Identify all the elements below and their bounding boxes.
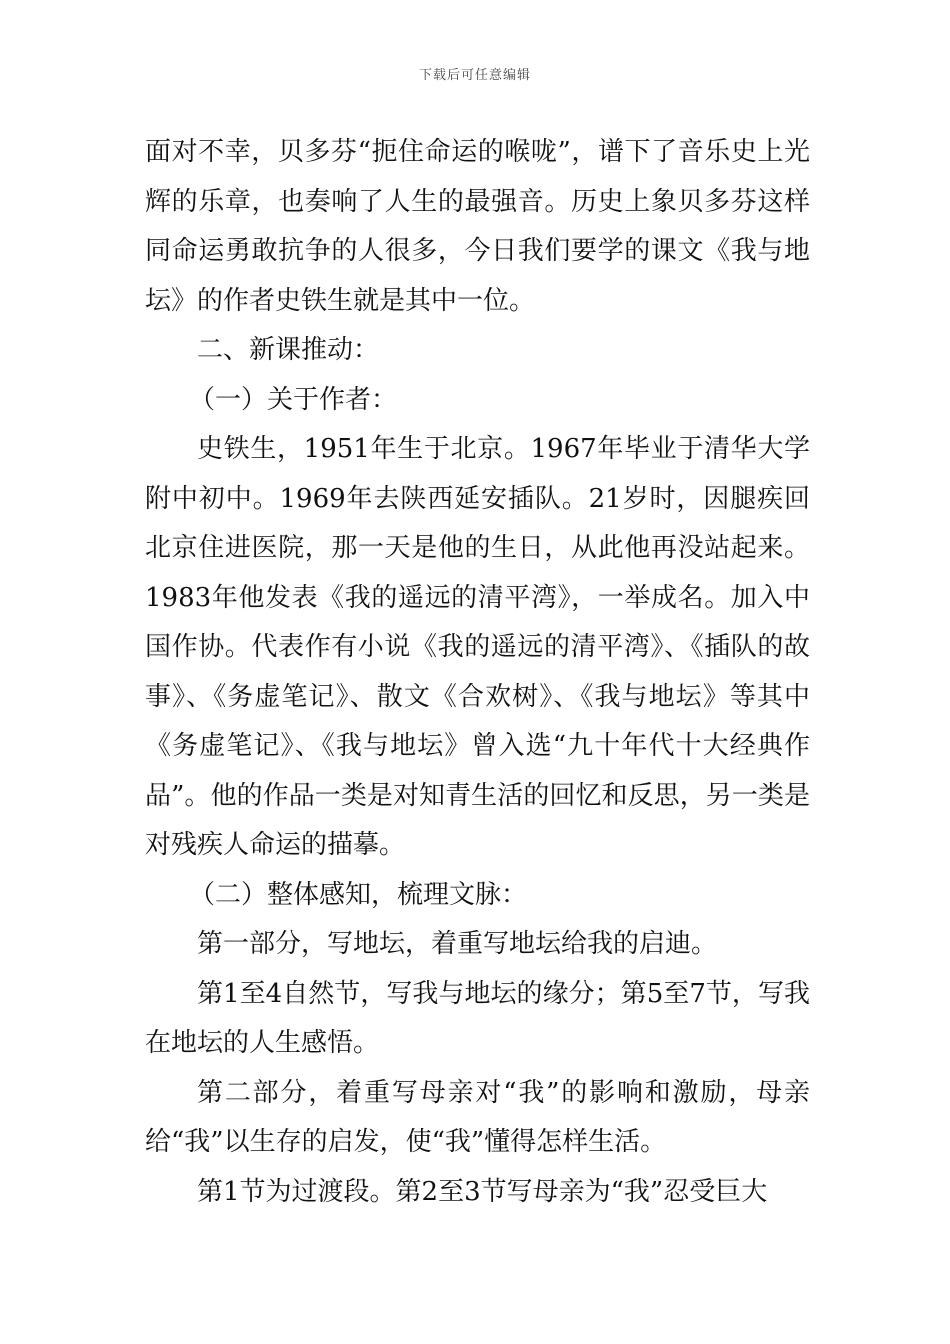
document-body bbox=[145, 128, 810, 1217]
section-heading-new-lesson: 二、新课推动： bbox=[197, 335, 380, 365]
paragraph-part-two-sections: 第1节为过渡段。第2至3节写母亲为“我”忍受巨大 bbox=[197, 1176, 768, 1207]
paragraph-author-bio: 史铁生，1951年生于北京。1967年毕业于清华大学附中初中。1969年去陕西延安插队。21岁时，因腿疾回北京住进医院，那一天是他的生日，从此他再没站起来。1983年他发表《我的遥远的清平湾》，一举成名。加入中国作协。代表作有小说《我的遥远的清平湾》、《插队的故事》、《务虚笔记》、散文《合欢树》、《我与地坛》等其中《务虚笔记》、《我与地坛》曾入选“九十年代十大经典作品”。他的作品一类是对知青生活的回忆和反思，另一类是对残疾人命运的描摹。 bbox=[145, 434, 810, 860]
subsection-heading-author: （一）关于作者： bbox=[189, 384, 398, 415]
paragraph-intro: 面对不幸，贝多芬“扼住命运的喉咙”，谱下了音乐史上光辉的乐章，也奏响了人生的最强音。历史上象贝多芬这样同命运勇敢抗争的人很多，今日我们要学的课文《我与地坛》的作者史铁生就是其中一位。 bbox=[145, 137, 810, 316]
paragraph-part-one: 第一部分，写地坛，着重写地坛给我的启迪。 bbox=[197, 929, 718, 959]
paragraph-part-two: 第二部分，着重写母亲对“我”的影响和激励，母亲给“我”以生存的启发，使“我”懂得怎样生活。 bbox=[145, 1077, 810, 1157]
paragraph-part-one-sections: 第1至4自然节，写我与地坛的缘分；第5至7节，写我在地坛的人生感悟。 bbox=[145, 978, 810, 1058]
page-header: 下载后可任意编辑 bbox=[418, 68, 531, 83]
subsection-heading-overview: （二）整体感知，梳理文脉： bbox=[189, 879, 528, 910]
